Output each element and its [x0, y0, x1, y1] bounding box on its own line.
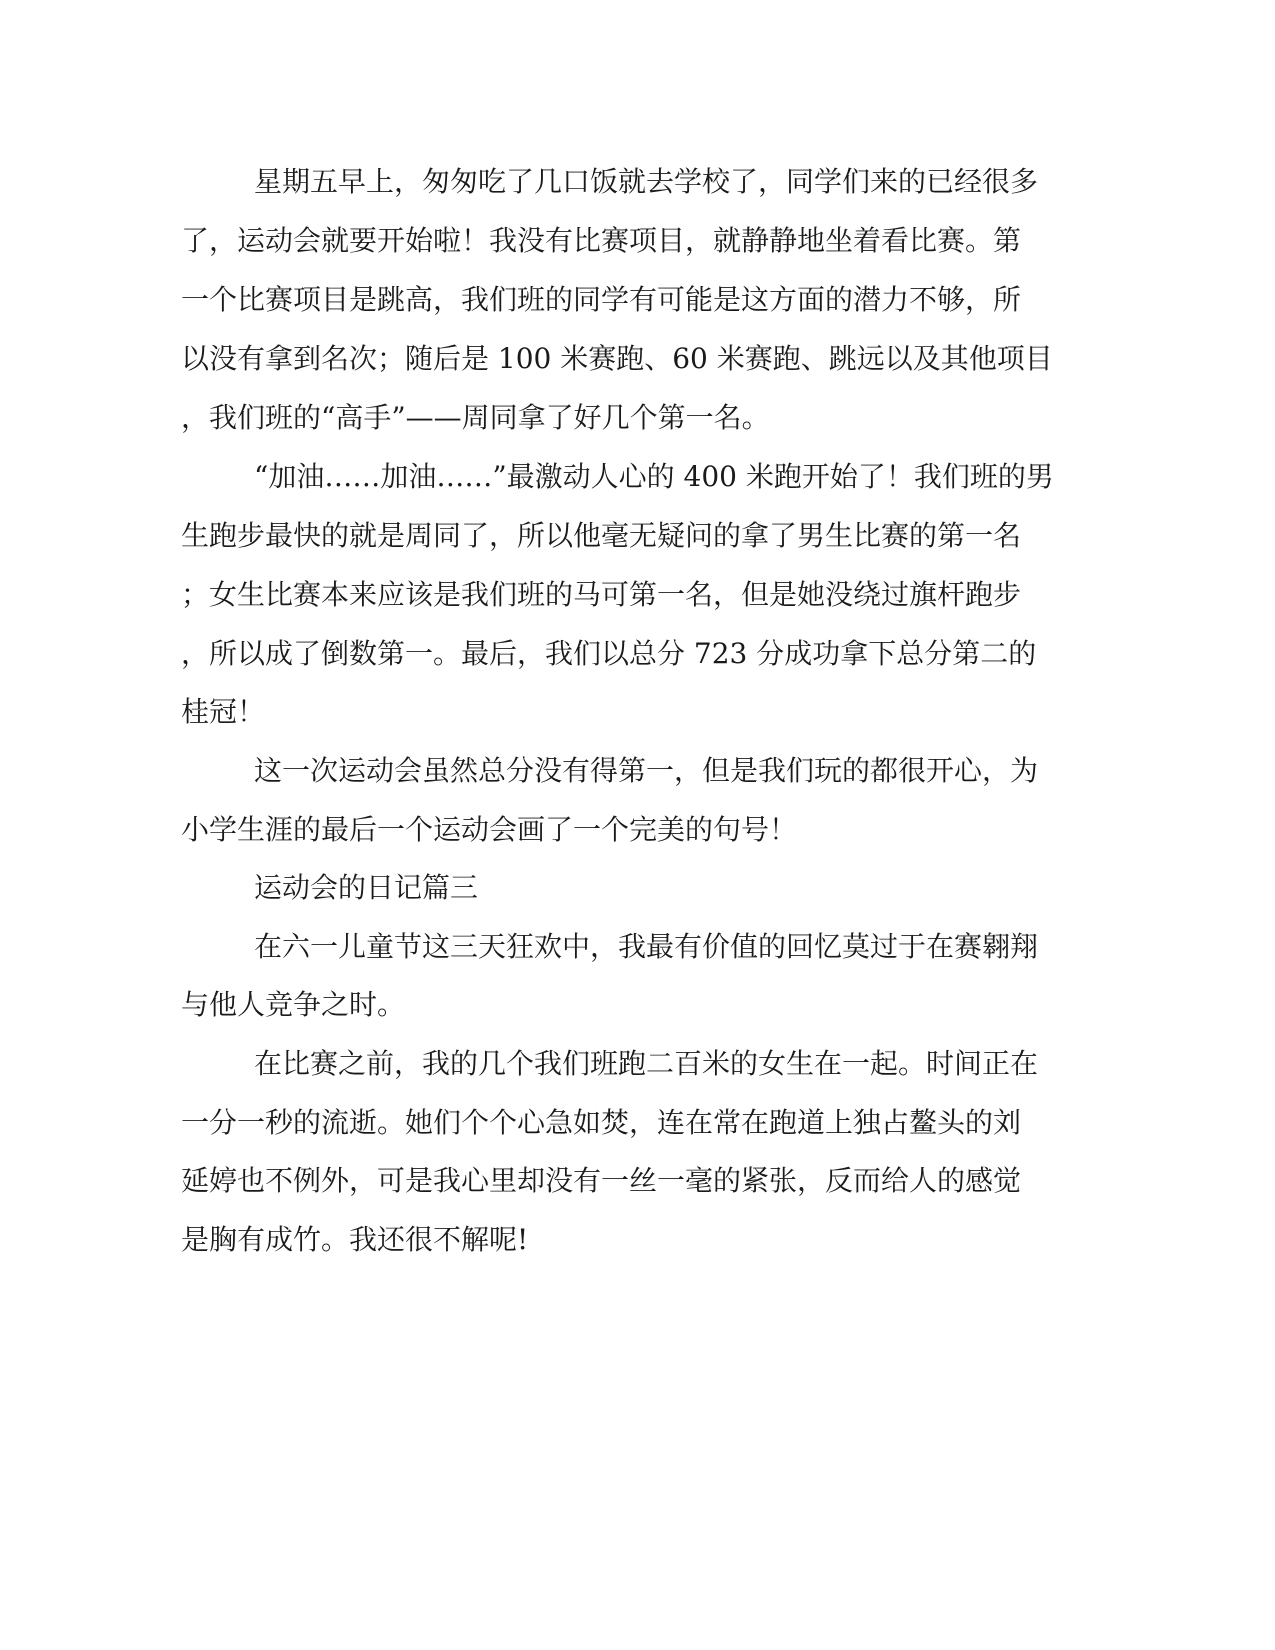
text-line-3: 一个比赛项目是跳高，我们班的同学有可能是这方面的潜力不够，所	[181, 283, 1022, 316]
text-line-10: 桂冠！	[181, 695, 266, 728]
text-line-12: 小学生涯的最后一个运动会画了一个完美的句号！	[181, 813, 798, 846]
text-line-19: 是胸有成竹。我还很不解呢!	[181, 1223, 529, 1256]
text-line-2: 了，运动会就要开始啦！我没有比赛项目，就静静地坐着看比赛。第	[181, 224, 1022, 257]
text-line-8: ；女生比赛本来应该是我们班的马可第一名，但是她没绕过旗杆跑步	[181, 578, 1022, 611]
text-line-16: 在比赛之前，我的几个我们班跑二百米的女生在一起。时间正在	[254, 1047, 1039, 1080]
text-line-18: 延婷也不例外，可是我心里却没有一丝一毫的紧张，反而给人的感觉	[181, 1164, 1022, 1197]
text-line-14: 在六一儿童节这三天狂欢中，我最有价值的回忆莫过于在赛翱翔	[254, 930, 1039, 963]
text-line-17: 一分一秒的流逝。她们个个心急如焚，连在常在跑道上独占鳌头的刘	[181, 1106, 1022, 1139]
text-line-7: 生跑步最快的就是周同了，所以他毫无疑问的拿了男生比赛的第一名	[181, 519, 1022, 552]
text-line-9: ，所以成了倒数第一。最后，我们以总分 723 分成功拿下总分第二的	[181, 637, 1037, 670]
text-line-11: 这一次运动会虽然总分没有得第一，但是我们玩的都很开心，为	[254, 754, 1039, 787]
text-line-1: 星期五早上，匆匆吃了几口饭就去学校了，同学们来的已经很多	[254, 165, 1039, 198]
text-line-6: “加油……加油……”最激动人心的 400 米跑开始了！我们班的男	[254, 460, 1054, 493]
text-line-4: 以没有拿到名次；随后是 100 米赛跑、60 米赛跑、跳远以及其他项目	[181, 342, 1053, 375]
section-heading: 运动会的日记篇三	[254, 871, 479, 904]
text-line-15: 与他人竞争之时。	[181, 988, 406, 1021]
text-line-5: ，我们班的“高手”——周同拿了好几个第一名。	[181, 401, 770, 434]
